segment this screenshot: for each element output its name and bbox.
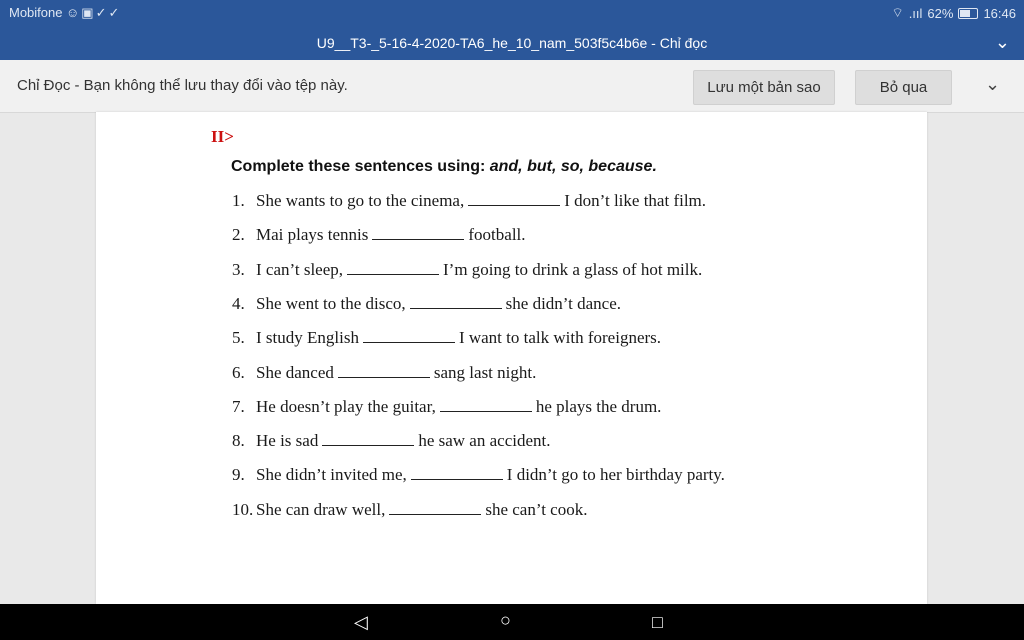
sentence-before: Mai plays tennis	[256, 225, 369, 245]
sentence-item	[232, 397, 661, 417]
section-marker: II>	[211, 127, 234, 146]
sentence-before: She can draw well,	[256, 499, 386, 519]
battery-icon	[958, 8, 978, 19]
document-page[interactable]	[96, 112, 927, 604]
chevron-down-icon[interactable]: ⌄	[985, 74, 1001, 94]
wifi-icon: ⌔	[891, 5, 904, 20]
save-copy-button[interactable]: Lưu một bản sao	[693, 70, 835, 105]
title-bar	[0, 26, 1024, 60]
sentence-after: she didn’t dance.	[505, 293, 622, 313]
sentence-item	[232, 363, 536, 383]
sentence-number: 5.	[232, 328, 245, 348]
document-title: U9__T3-_5-16-4-2020-TA6_he_10_nam_503f5c4b6e - Chỉ đọc	[316, 35, 708, 51]
sentence-before: She didn’t invited me,	[256, 465, 407, 485]
sentence-item	[232, 328, 661, 348]
answer-blank	[322, 431, 414, 446]
sentence-item	[232, 225, 526, 245]
read-only-info-bar	[0, 60, 1024, 113]
exercise-instruction	[231, 158, 657, 176]
sentence-number: 6.	[232, 362, 245, 382]
instruction-words: and, but, so, because.	[489, 158, 657, 175]
sentence-after: I’m going to drink a glass of hot milk.	[443, 259, 703, 279]
instruction-prefix: Complete these sentences using:	[231, 158, 490, 175]
sentence-after: I don’t like that film.	[564, 191, 707, 210]
sentence-number: 8.	[232, 431, 245, 451]
sentence-number: 1.	[232, 191, 245, 210]
answer-blank	[468, 191, 560, 206]
notification-icon: ☺	[66, 5, 82, 20]
sentence-after: he plays the drum.	[535, 396, 662, 416]
sentence-item	[232, 500, 587, 520]
sentence-after: football.	[468, 225, 526, 245]
sentence-before: I study English	[256, 328, 359, 348]
navigation-bar	[0, 604, 1024, 640]
clock: 16:46	[983, 5, 1016, 21]
answer-blank	[347, 260, 439, 275]
sentence-number: 10.	[232, 499, 254, 519]
answer-blank	[372, 225, 464, 240]
sentence-number: 7.	[232, 396, 245, 416]
notification-icon: ▣	[81, 5, 96, 20]
status-notification-icons	[66, 5, 121, 21]
recents-icon[interactable]: □	[652, 612, 663, 632]
sentence-number: 3.	[232, 259, 245, 279]
sentence-item	[232, 431, 551, 451]
check-icon: ✓	[108, 5, 122, 20]
answer-blank	[389, 500, 481, 515]
sentence-before: He doesn’t play the guitar,	[256, 396, 436, 416]
sentence-after: sang last night.	[433, 362, 537, 382]
answer-blank	[338, 363, 430, 378]
sentence-number: 9.	[232, 465, 245, 485]
status-bar	[0, 0, 1024, 26]
sentence-before: She danced	[256, 362, 334, 382]
sentence-before: He is sad	[256, 431, 319, 451]
answer-blank	[363, 328, 455, 343]
read-only-message: Chỉ Đọc - Bạn không thể lưu thay đổi vào tệp này.	[17, 77, 348, 94]
dismiss-button[interactable]: Bỏ qua	[855, 70, 952, 105]
signal-icon: .ııl	[908, 5, 923, 21]
sentence-after: I didn’t go to her birthday party.	[506, 465, 725, 485]
answer-blank	[440, 397, 532, 412]
sentence-after: I want to talk with foreigners.	[458, 328, 662, 348]
sentence-after: she can’t cook.	[485, 499, 588, 519]
sentence-before: I can’t sleep,	[256, 259, 344, 279]
carrier-name: Mobifone	[9, 5, 63, 20]
sentence-item	[232, 465, 725, 485]
status-right-group	[891, 5, 1016, 21]
back-icon[interactable]: ◁	[354, 612, 368, 632]
sentence-before: She wants to go to the cinema,	[256, 191, 465, 210]
sentence-after: he saw an accident.	[418, 431, 551, 451]
check-icon: ✓	[95, 5, 109, 20]
chevron-down-icon[interactable]: ⌄	[994, 32, 1010, 52]
sentence-number: 2.	[232, 225, 245, 245]
sentence-before: She went to the disco,	[256, 293, 406, 313]
sentence-item	[232, 294, 621, 314]
sentence-number: 4.	[232, 293, 245, 313]
sentence-item	[232, 191, 706, 211]
battery-percent: 62%	[927, 5, 954, 21]
sentence-item	[232, 260, 702, 280]
answer-blank	[411, 465, 503, 480]
battery-fill	[960, 10, 970, 17]
home-icon[interactable]: ○	[500, 610, 511, 630]
answer-blank	[410, 294, 502, 309]
